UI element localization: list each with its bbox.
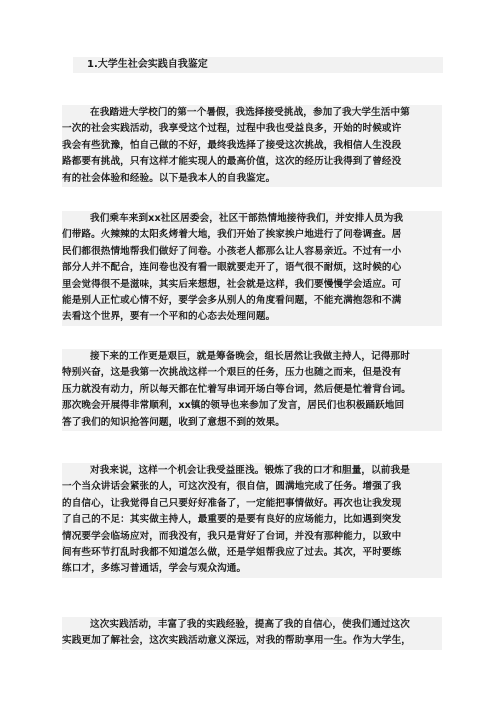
paragraph-3: [62, 349, 442, 431]
paragraph-line: 间有些环节打乱时我都不知道怎么做，还是学姐帮我应了过去。其次，平时要练: [62, 545, 442, 561]
paragraph-5: [62, 617, 442, 650]
paragraph-line: 在我踏进大学校门的第一个暑假，我选择接受挑战，参加了我大学生活中第: [62, 105, 442, 121]
paragraph-line: 我们乘车来到xx社区居委会，社区干部热情地接待我们，并安排人员为我: [62, 211, 442, 227]
paragraph-line: 练口才，多练习普通话，学会与观众沟通。: [62, 561, 442, 577]
paragraph-line: 们带路。火辣辣的太阳炙烤着大地，我们开始了挨家挨户地进行了问卷调查。居: [62, 227, 442, 243]
paragraph-line: 这次实践活动，丰富了我的实践经验，提高了我的自信心，使我们通过这次: [62, 617, 442, 633]
paragraph-line: 对我来说，这样一个机会让我受益匪浅。锻炼了我的口才和胆量，以前我是: [62, 463, 442, 479]
paragraph-line: 那次晚会开展得非常顺利，xx镇的领导也来参加了发言，居民们也积极踊跃地回: [62, 398, 442, 414]
paragraph-line: 里会觉得很不是滋味，其实后来想想，社会就是这样，我们要慢慢学会适应。可: [62, 277, 442, 293]
document-title: 1.大学生社会实践自我鉴定: [73, 57, 443, 73]
paragraph-line: 实践更加了解社会，这次实践活动意义深远，对我的帮助享用一生。作为大学生，: [62, 633, 442, 649]
paragraph-line: 有的社会体验和经验。以下是我本人的自我鉴定。: [62, 171, 442, 187]
paragraph-line: 了自己的不足：其实做主持人，最重要的是要有良好的应场能力，比如遇到突发: [62, 512, 442, 528]
paragraph-line: 路都要有挑战，只有这样才能实现人的最高价值，这次的经历让我得到了曾经没: [62, 154, 442, 170]
paragraph-line: 一个当众讲话会紧张的人，可这次没有，很自信，圆满地完成了任务。增强了我: [62, 479, 442, 495]
paragraph-line: 部分人并不配合，连问卷也没有看一眼就要走开了，语气很不耐烦，这时候的心: [62, 260, 442, 276]
paragraph-line: 情况要学会临场应对，而我没有，我只是背好了台词，并没有那种能力，以致中: [62, 529, 442, 545]
paragraph-line: 压力就没有动力，所以每天都在忙着写串词开场白等台词，然后便是忙着背台词。: [62, 382, 442, 398]
paragraph-line: 去看这个世界，要有一个平和的心态去处理问题。: [62, 309, 442, 325]
paragraph-1: [62, 105, 442, 187]
paragraph-line: 民们都很热情地帮我们做好了问卷。小孩老人都那么让人容易亲近。不过有一小: [62, 244, 442, 260]
paragraph-line: 的自信心，让我觉得自己只要好好准备了，一定能把事情做好。再次也让我发现: [62, 496, 442, 512]
paragraph-line: 特别兴奋，这是我第一次挑战这样一个艰巨的任务，压力也随之而来，但是没有: [62, 365, 442, 381]
paragraph-line: 能是别人正忙或心情不好，要学会多从别人的角度看问题，不能充满抱怨和不满: [62, 293, 442, 309]
paragraph-line: 接下来的工作更是艰巨，就是筹备晚会，组长居然让我做主持人，记得那时: [62, 349, 442, 365]
paragraph-2: [62, 211, 442, 326]
paragraph-line: 答了我们的知识抢答问题，收到了意想不到的效果。: [62, 415, 442, 431]
paragraph-line: 一次的社会实践活动，我享受这个过程，过程中我也受益良多，开始的时候或许: [62, 121, 442, 137]
paragraph-4: [62, 463, 442, 578]
paragraph-line: 我会有些犹豫，怕自己做的不好，最终我选择了接受这次挑战，我相信人生没段: [62, 138, 442, 154]
